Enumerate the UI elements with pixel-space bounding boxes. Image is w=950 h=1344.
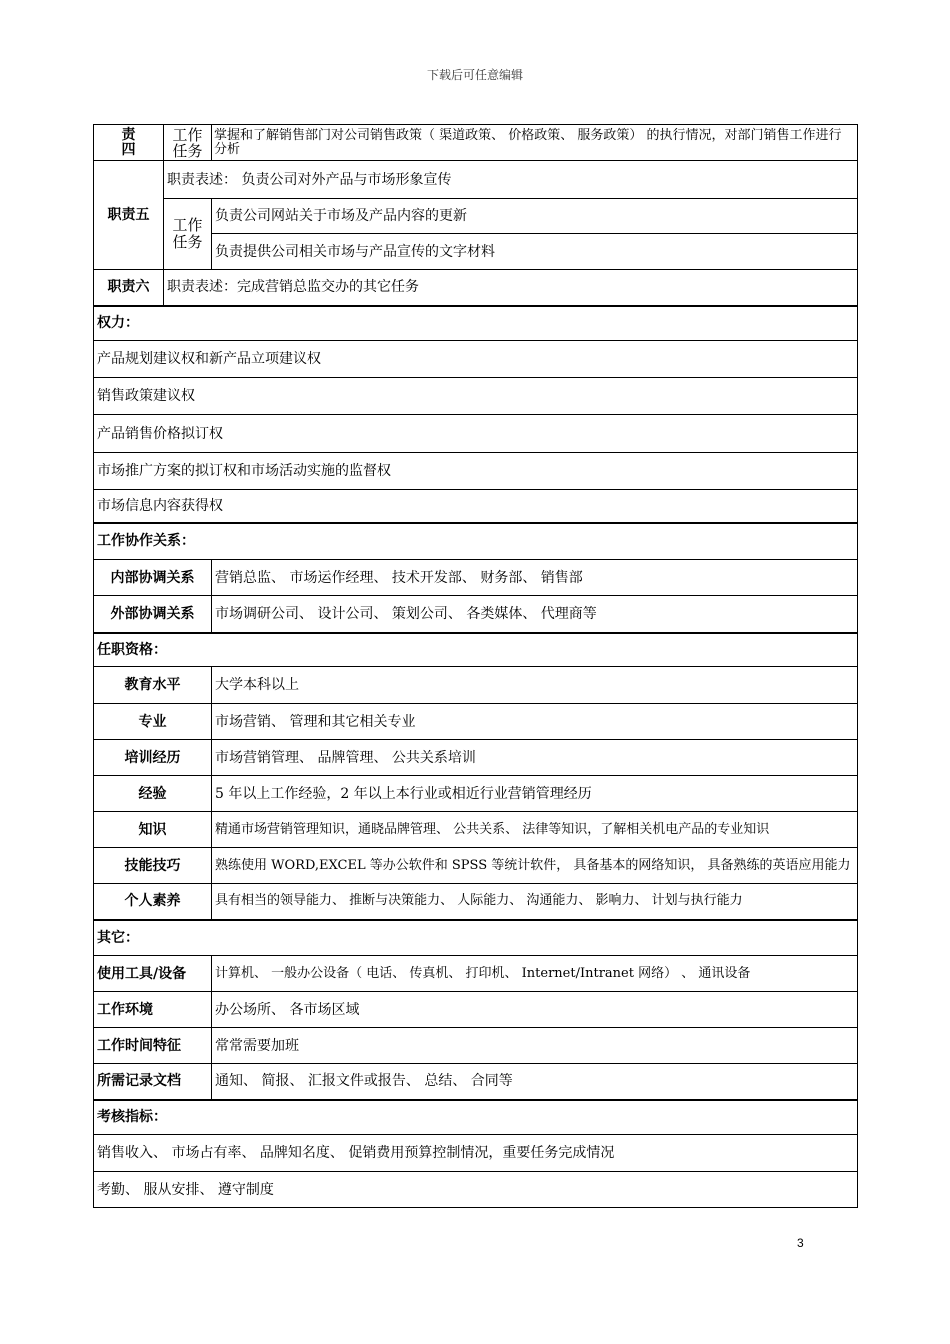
qualification-row — [94, 667, 858, 704]
relation-label: 内部协调关系 — [94, 560, 212, 596]
duty4-row — [94, 125, 858, 161]
assessment-heading: 考核指标： — [94, 1100, 858, 1135]
duty4-label-line1: 责 — [121, 126, 136, 143]
other-label: 使用工具/设备 — [94, 956, 212, 992]
qualification-value: 具有相当的领导能力、 推断与决策能力、 人际能力、 沟通能力、 影响力、 计划与执行能力 — [212, 884, 858, 920]
duty4-task-text: 掌握和了解销售部门对公司销售政策（ 渠道政策、 价格政策、 服务政策） 的执行情况，对部门销售工作进行分析 — [212, 125, 858, 161]
qualification-row — [94, 776, 858, 812]
duty5-task-label-line1: 工作 — [172, 216, 203, 234]
other-value: 办公场所、 各市场区域 — [212, 992, 858, 1028]
relations-heading: 工作协作关系： — [94, 523, 858, 560]
qualification-label: 专业 — [94, 704, 212, 740]
qualification-value: 精通市场营销管理知识，通晓品牌管理、 公共关系、 法律等知识，了解相关机电产品的专业知识 — [212, 812, 858, 848]
qualifications-heading-row — [94, 633, 858, 667]
qualification-row — [94, 740, 858, 776]
qualification-value: 市场营销、 管理和其它相关专业 — [212, 704, 858, 740]
duty6-statement: 职责表述：完成营销总监交办的其它任务 — [164, 270, 858, 306]
power-item: 产品销售价格拟订权 — [94, 415, 858, 453]
relation-label: 外部协调关系 — [94, 596, 212, 633]
page-header: 下载后可任意编辑 — [426, 68, 523, 82]
duty4-task-label-line1: 工作 — [172, 125, 203, 144]
duty5-statement: 职责表述： 负责公司对外产品与市场形象宣传 — [164, 161, 858, 199]
assessment-item: 销售收入、 市场占有率、 品牌知名度、 促销费用预算控制情况，重要任务完成情况 — [94, 1135, 858, 1172]
powers-heading: 权力： — [94, 306, 858, 341]
other-label: 所需记录文档 — [94, 1064, 212, 1100]
powers-row — [94, 378, 858, 415]
relations-heading-row — [94, 523, 858, 560]
other-label: 工作环境 — [94, 992, 212, 1028]
relations-row — [94, 560, 858, 596]
qualification-row — [94, 884, 858, 920]
duty4-task-label-line2: 任务 — [172, 141, 203, 160]
duty5-row-task1 — [94, 199, 858, 234]
duty6-row — [94, 270, 858, 306]
other-row — [94, 992, 858, 1028]
qualification-row — [94, 704, 858, 740]
other-row — [94, 956, 858, 992]
qualification-row — [94, 848, 858, 884]
qualification-value: 市场营销管理、 品牌管理、 公共关系培训 — [212, 740, 858, 776]
duty4-task-label — [164, 125, 212, 161]
relation-value: 市场调研公司、 设计公司、 策划公司、 各类媒体、 代理商等 — [212, 596, 858, 633]
qualification-label: 个人素养 — [94, 884, 212, 920]
powers-row — [94, 341, 858, 378]
duty6-label: 职责六 — [94, 270, 164, 306]
qualifications-heading: 任职资格： — [94, 633, 858, 667]
duty5-task-item: 负责公司网站关于市场及产品内容的更新 — [212, 199, 858, 234]
duty4-label — [94, 125, 164, 161]
page-number: 3 — [797, 1236, 804, 1250]
other-heading-row — [94, 920, 858, 956]
power-item: 产品规划建议权和新产品立项建议权 — [94, 341, 858, 378]
qualification-value: 大学本科以上 — [212, 667, 858, 704]
duty5-row-statement — [94, 161, 858, 199]
assessment-row — [94, 1135, 858, 1172]
other-row — [94, 1064, 858, 1100]
other-row — [94, 1028, 858, 1064]
other-value: 通知、 简报、 汇报文件或报告、 总结、 合同等 — [212, 1064, 858, 1100]
job-description-table — [93, 124, 858, 1208]
qualification-row — [94, 812, 858, 848]
other-heading: 其它： — [94, 920, 858, 956]
power-item: 市场信息内容获得权 — [94, 490, 858, 523]
duty5-task-item: 负责提供公司相关市场与产品宣传的文字材料 — [212, 234, 858, 270]
qualification-value: 5 年以上工作经验，2 年以上本行业或相近行业营销管理经历 — [212, 776, 858, 812]
powers-row — [94, 453, 858, 490]
qualification-label: 教育水平 — [94, 667, 212, 704]
relation-value: 营销总监、 市场运作经理、 技术开发部、 财务部、 销售部 — [212, 560, 858, 596]
powers-row — [94, 490, 858, 523]
assessment-item: 考勤、 服从安排、 遵守制度 — [94, 1172, 858, 1208]
duty4-label-line2: 四 — [121, 141, 136, 158]
qualification-label: 经验 — [94, 776, 212, 812]
other-label: 工作时间特征 — [94, 1028, 212, 1064]
powers-heading-row — [94, 306, 858, 341]
power-item: 销售政策建议权 — [94, 378, 858, 415]
other-value: 计算机、 一般办公设备（ 电话、 传真机、 打印机、 Internet/Intranet 网络） 、 通讯设备 — [212, 956, 858, 992]
qualification-value: 熟练使用 WORD,EXCEL 等办公软件和 SPSS 等统计软件， 具备基本的网络知识， 具备熟练的英语应用能力 — [212, 848, 858, 884]
duty5-label: 职责五 — [94, 161, 164, 270]
powers-row — [94, 415, 858, 453]
qualification-label: 技能技巧 — [94, 848, 212, 884]
power-item: 市场推广方案的拟订权和市场活动实施的监督权 — [94, 453, 858, 490]
qualification-label: 知识 — [94, 812, 212, 848]
relations-row — [94, 596, 858, 633]
other-value: 常常需要加班 — [212, 1028, 858, 1064]
duty5-task-label — [164, 199, 212, 270]
assessment-heading-row — [94, 1100, 858, 1135]
qualification-label: 培训经历 — [94, 740, 212, 776]
duty5-task-label-line2: 任务 — [172, 233, 203, 251]
assessment-row — [94, 1172, 858, 1208]
